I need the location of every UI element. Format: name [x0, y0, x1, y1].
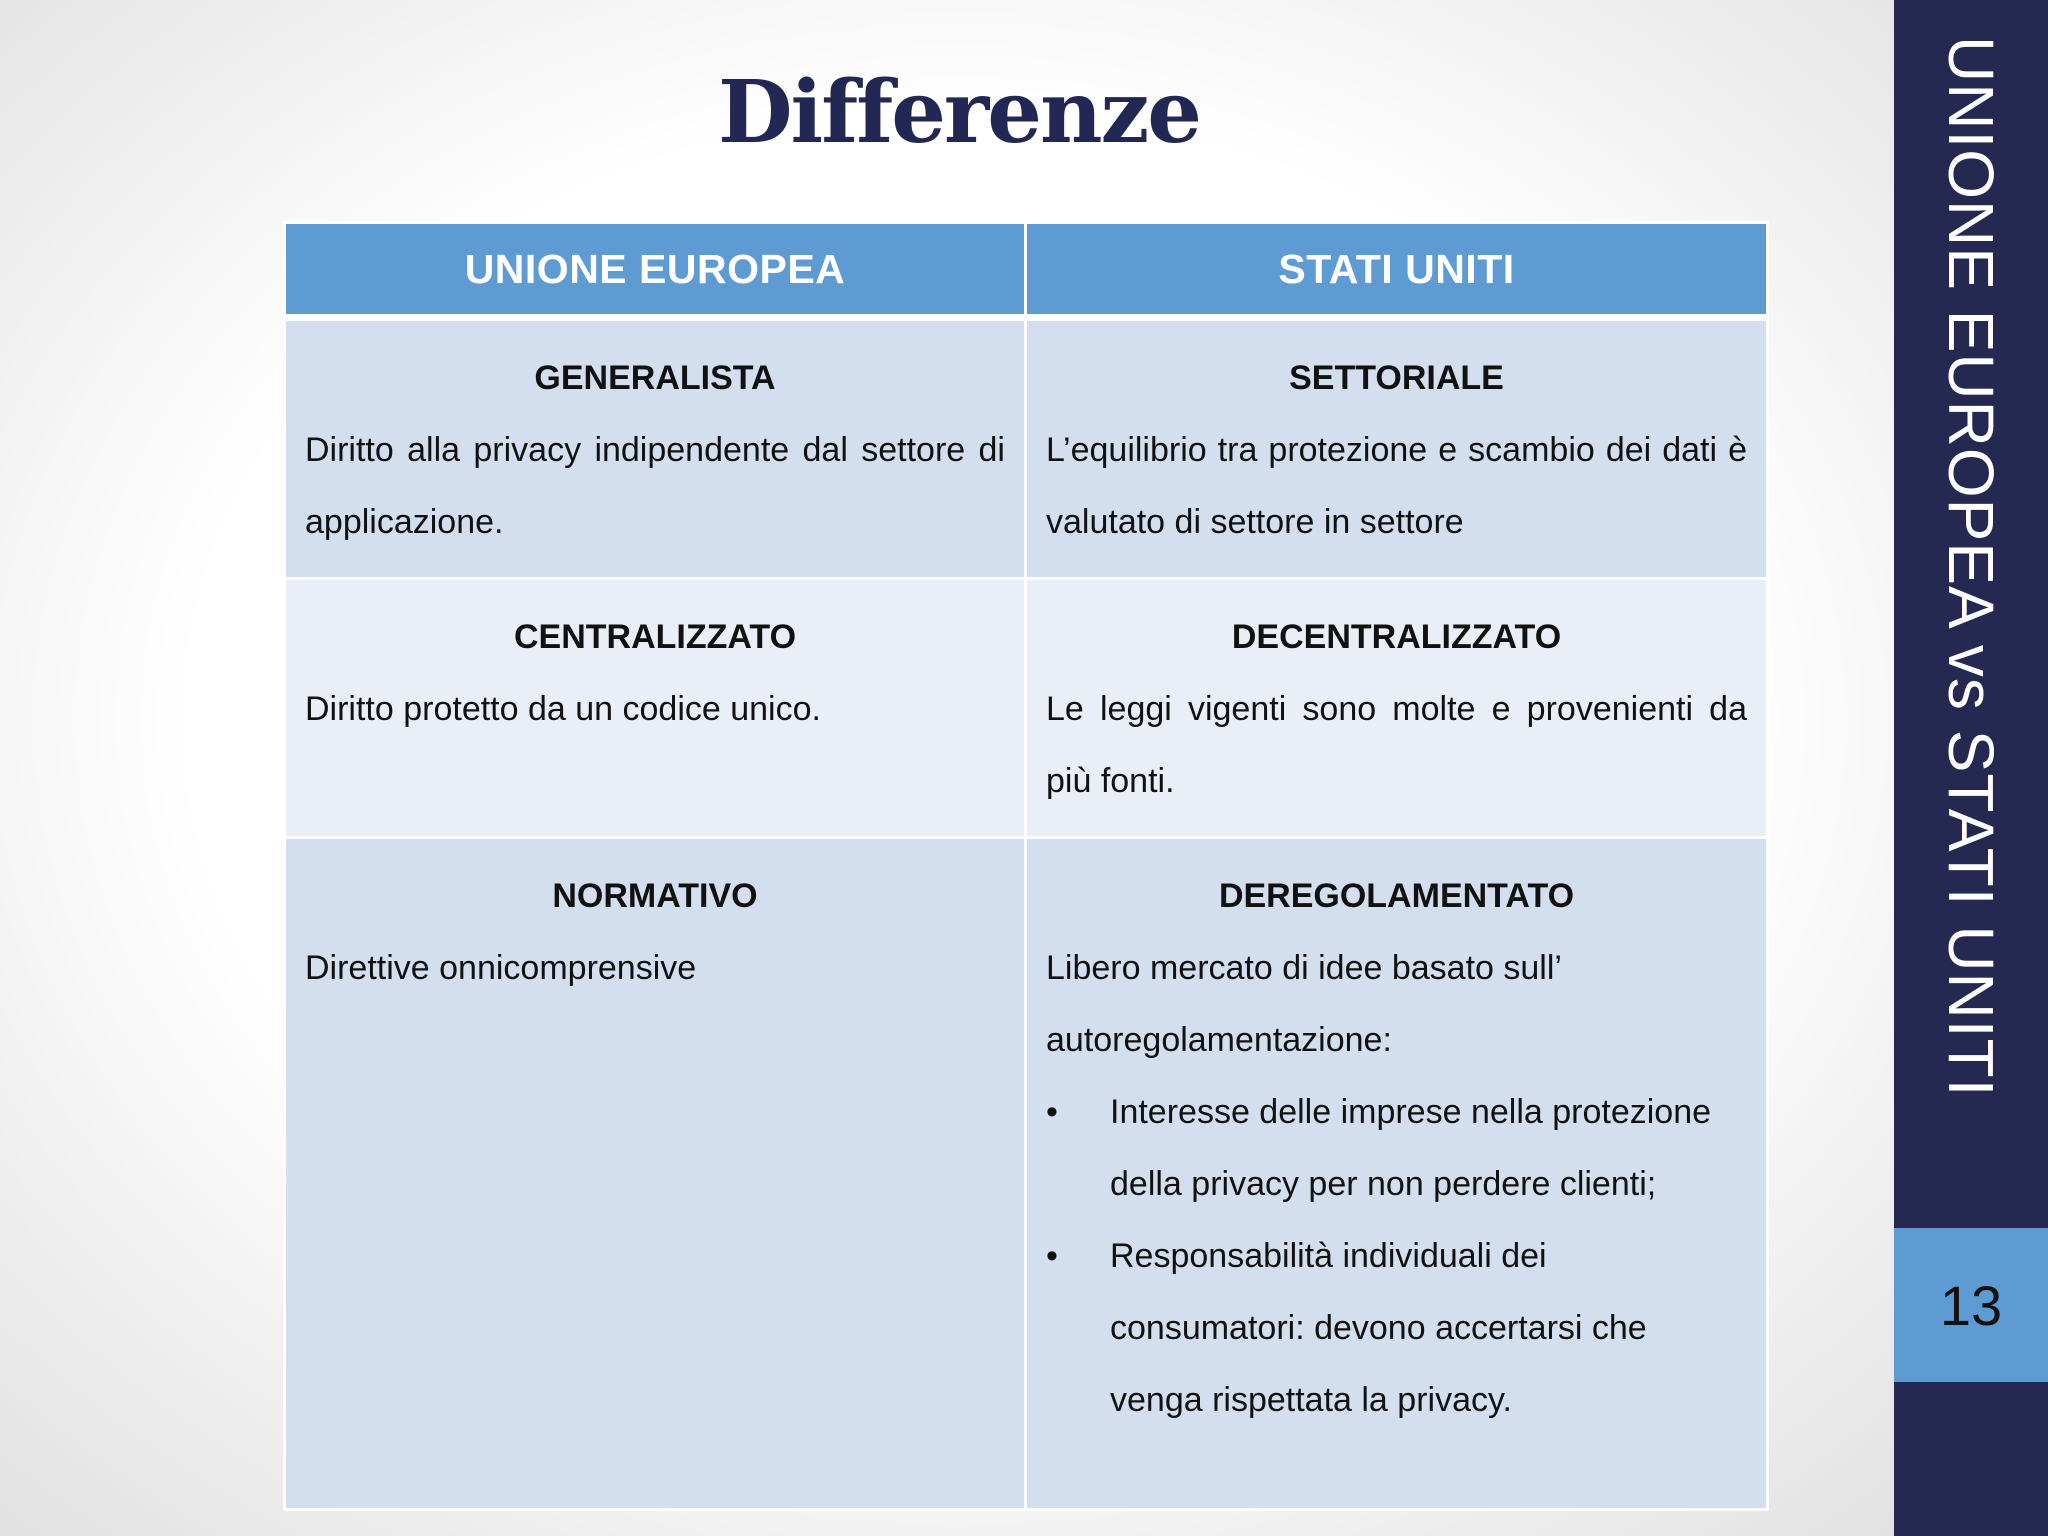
- bullet-icon: •: [1046, 1237, 1058, 1275]
- page-number-box: [1894, 1228, 2048, 1382]
- table-row: [285, 579, 1768, 838]
- page-number: 13: [1939, 1273, 2003, 1337]
- list-item: [1046, 1076, 1747, 1220]
- cell-eu-centralizzato: [285, 579, 1026, 838]
- cell-heading: GENERALISTA: [534, 359, 776, 397]
- cell-eu-generalista: [285, 318, 1026, 579]
- sidebar-title: UNIONE EUROPEA vs STATI UNITI: [1935, 36, 2007, 1098]
- table-row: [285, 838, 1768, 1510]
- slide-title: Differenze: [717, 62, 1201, 163]
- header-us: STATI UNITI: [1026, 223, 1768, 318]
- cell-text: Diritto alla privacy indipendente dal settore di applicazione.: [305, 431, 1005, 541]
- bullet-text: Responsabilità individuali dei consumatori: devono accertarsi che venga rispettata la privacy.: [1110, 1237, 1647, 1419]
- table-row: [285, 318, 1768, 579]
- bullet-icon: •: [1046, 1093, 1058, 1131]
- cell-text: L’equilibrio tra protezione e scambio dei dati è valutato di settore in settore: [1046, 431, 1747, 541]
- cell-text: Le leggi vigenti sono molte e provenienti da più fonti.: [1046, 690, 1747, 800]
- cell-heading: DECENTRALIZZATO: [1231, 618, 1562, 656]
- cell-text: Diritto protetto da un codice unico.: [305, 690, 821, 728]
- comparison-table: [283, 221, 1769, 1511]
- cell-eu-normativo: [285, 838, 1026, 1510]
- cell-heading: NORMATIVO: [552, 877, 758, 915]
- cell-heading: CENTRALIZZATO: [513, 618, 797, 656]
- bullet-list: [1046, 1076, 1747, 1436]
- cell-text: Libero mercato di idee basato sull’ autoregolamentazione:: [1046, 949, 1561, 1059]
- cell-us-settoriale: [1026, 318, 1768, 579]
- list-item: [1046, 1220, 1747, 1436]
- cell-us-decentralizzato: [1026, 579, 1768, 838]
- header-eu: UNIONE EUROPEA: [285, 223, 1026, 318]
- bullet-text: Interesse delle imprese nella protezione della privacy per non perdere clienti;: [1110, 1093, 1712, 1203]
- cell-us-deregolamentato: [1026, 838, 1768, 1510]
- cell-text: Direttive onnicomprensive: [305, 949, 697, 987]
- cell-heading: SETTORIALE: [1289, 359, 1504, 397]
- table-header-row: [285, 223, 1768, 318]
- cell-heading: DEREGOLAMENTATO: [1218, 877, 1575, 915]
